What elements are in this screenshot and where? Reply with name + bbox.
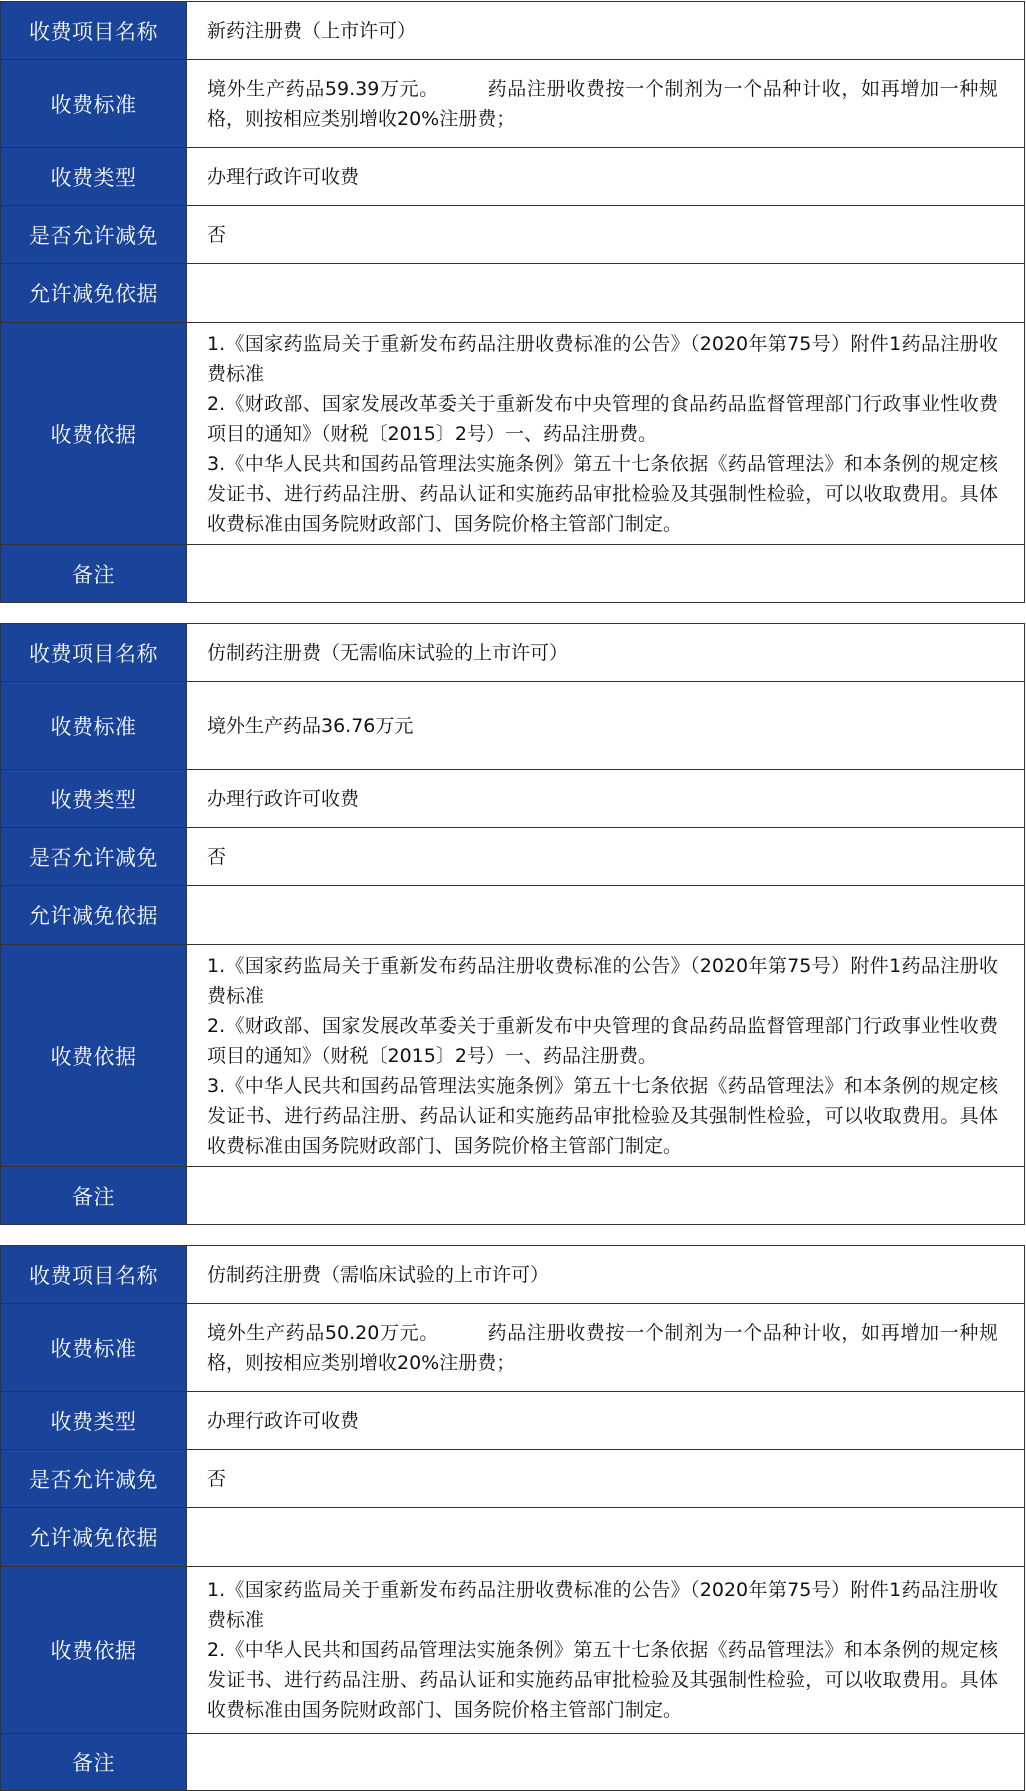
label-item-name: 收费项目名称 (1, 624, 187, 682)
label-reduction-basis: 允许减免依据 (1, 1508, 187, 1567)
basis-line: 1.《国家药监局关于重新发布药品注册收费标准的公告》（2020年第75号）附件1药品注册收费标准 (207, 332, 998, 385)
label-type: 收费类型 (1, 770, 187, 828)
label-standard: 收费标准 (1, 1304, 187, 1392)
row-standard (1, 682, 1025, 770)
value-basis (187, 945, 1025, 1167)
row-remarks (1, 1167, 1025, 1225)
row-reduction-basis (1, 264, 1025, 323)
label-standard: 收费标准 (1, 60, 187, 148)
row-type (1, 770, 1025, 828)
value-standard (187, 1304, 1025, 1392)
row-basis (1, 323, 1025, 545)
value-type: 办理行政许可收费 (187, 148, 1025, 206)
value-reduction-basis (187, 1508, 1025, 1567)
value-reduction-allowed: 否 (187, 206, 1025, 264)
standard-note: 药品注册收费按一个制剂为一个品种计收，如再增加一种规格，则按相应类别增收20%注册费； (207, 1321, 998, 1374)
value-remarks (187, 1167, 1025, 1225)
basis-line: 2.《财政部、国家发展改革委关于重新发布中央管理的食品药品监督管理部门行政事业性收费项目的通知》（财税〔2015〕2号）一、药品注册费。 (207, 392, 998, 445)
value-item-name: 仿制药注册费（需临床试验的上市许可） (187, 1246, 1025, 1304)
basis-line: 3.《中华人民共和国药品管理法实施条例》第五十七条依据《药品管理法》和本条例的规定核发证书、进行药品注册、药品认证和实施药品审批检验及其强制性检验，可以收取费用。具体收费标准由国务院财政部门、国务院价格主管部门制定。 (207, 452, 998, 535)
value-reduction-allowed: 否 (187, 1450, 1025, 1508)
basis-line: 2.《中华人民共和国药品管理法实施条例》第五十七条依据《药品管理法》和本条例的规定核发证书、进行药品注册、药品认证和实施药品审批检验及其强制性检验，可以收取费用。具体收费标准由国务院财政部门、国务院价格主管部门制定。 (207, 1639, 998, 1721)
fee-table-2 (0, 623, 1025, 1225)
fee-table-3 (0, 1245, 1025, 1791)
row-standard (1, 1304, 1025, 1392)
basis-line: 3.《中华人民共和国药品管理法实施条例》第五十七条依据《药品管理法》和本条例的规定核发证书、进行药品注册、药品认证和实施药品审批检验及其强制性检验，可以收取费用。具体收费标准由国务院财政部门、国务院价格主管部门制定。 (207, 1074, 998, 1157)
value-item-name: 仿制药注册费（无需临床试验的上市许可） (187, 624, 1025, 682)
label-item-name: 收费项目名称 (1, 2, 187, 60)
row-reduction-basis (1, 1508, 1025, 1567)
label-item-name: 收费项目名称 (1, 1246, 187, 1304)
standard-amount: 境外生产药品59.39万元。 (207, 77, 439, 100)
row-item-name (1, 2, 1025, 60)
row-type (1, 1392, 1025, 1450)
label-basis: 收费依据 (1, 945, 187, 1167)
label-basis: 收费依据 (1, 323, 187, 545)
value-basis (187, 323, 1025, 545)
label-reduction-basis: 允许减免依据 (1, 264, 187, 323)
row-remarks (1, 545, 1025, 603)
row-standard (1, 60, 1025, 148)
value-standard (187, 60, 1025, 148)
label-reduction-allowed: 是否允许减免 (1, 828, 187, 886)
basis-line: 1.《国家药监局关于重新发布药品注册收费标准的公告》（2020年第75号）附件1药品注册收费标准 (207, 1579, 998, 1631)
value-reduction-basis (187, 886, 1025, 945)
row-reduction-basis (1, 886, 1025, 945)
value-standard (187, 682, 1025, 770)
label-reduction-basis: 允许减免依据 (1, 886, 187, 945)
label-basis: 收费依据 (1, 1567, 187, 1734)
row-reduction-allowed (1, 828, 1025, 886)
row-reduction-allowed (1, 206, 1025, 264)
standard-note: 药品注册收费按一个制剂为一个品种计收，如再增加一种规格，则按相应类别增收20%注册费； (207, 77, 998, 130)
standard-amount: 境外生产药品36.76万元 (207, 714, 414, 737)
basis-line: 1.《国家药监局关于重新发布药品注册收费标准的公告》（2020年第75号）附件1药品注册收费标准 (207, 954, 998, 1007)
row-remarks (1, 1734, 1025, 1791)
row-reduction-allowed (1, 1450, 1025, 1508)
fee-table-1 (0, 1, 1025, 603)
label-remarks: 备注 (1, 1167, 187, 1225)
value-reduction-basis (187, 264, 1025, 323)
value-remarks (187, 545, 1025, 603)
row-basis (1, 945, 1025, 1167)
value-remarks (187, 1734, 1025, 1791)
label-type: 收费类型 (1, 1392, 187, 1450)
row-type (1, 148, 1025, 206)
label-remarks: 备注 (1, 545, 187, 603)
row-item-name (1, 624, 1025, 682)
value-type: 办理行政许可收费 (187, 770, 1025, 828)
label-reduction-allowed: 是否允许减免 (1, 206, 187, 264)
label-type: 收费类型 (1, 148, 187, 206)
value-basis (187, 1567, 1025, 1734)
label-remarks: 备注 (1, 1734, 187, 1791)
row-item-name (1, 1246, 1025, 1304)
value-type: 办理行政许可收费 (187, 1392, 1025, 1450)
value-reduction-allowed: 否 (187, 828, 1025, 886)
value-item-name: 新药注册费（上市许可） (187, 2, 1025, 60)
label-reduction-allowed: 是否允许减免 (1, 1450, 187, 1508)
label-standard: 收费标准 (1, 682, 187, 770)
standard-amount: 境外生产药品50.20万元。 (207, 1321, 439, 1344)
row-basis (1, 1567, 1025, 1734)
basis-line: 2.《财政部、国家发展改革委关于重新发布中央管理的食品药品监督管理部门行政事业性收费项目的通知》（财税〔2015〕2号）一、药品注册费。 (207, 1014, 998, 1067)
